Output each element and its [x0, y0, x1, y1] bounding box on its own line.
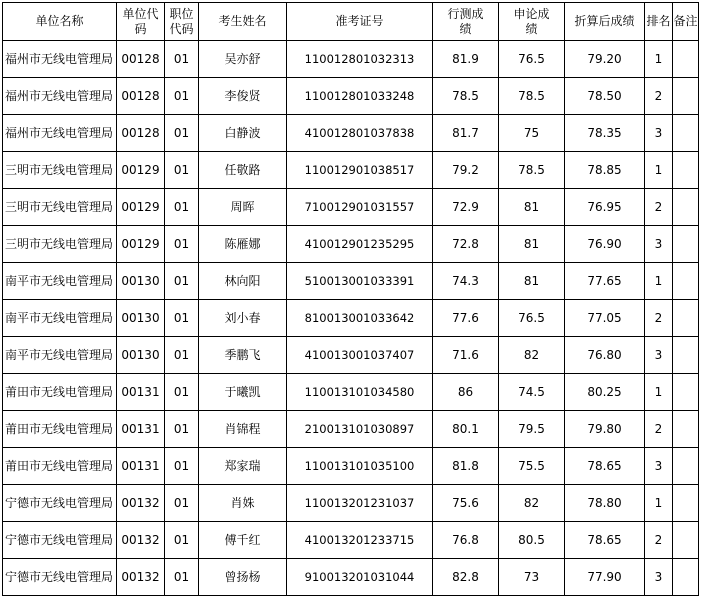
- cell-exam-id: 910013201031044: [287, 559, 433, 596]
- cell-final-score: 76.90: [565, 226, 645, 263]
- cell-remark: [673, 337, 699, 374]
- cell-candidate-name: 李俊贤: [199, 78, 287, 115]
- table-row: [3, 485, 699, 522]
- header-remark: 备注: [673, 3, 699, 41]
- cell-written-score: 72.9: [433, 189, 499, 226]
- cell-remark: [673, 522, 699, 559]
- cell-candidate-name: 季鹏飞: [199, 337, 287, 374]
- cell-exam-id: 410013201233715: [287, 522, 433, 559]
- cell-final-score: 78.80: [565, 485, 645, 522]
- cell-candidate-name: 肖锦程: [199, 411, 287, 448]
- cell-candidate-name: 林向阳: [199, 263, 287, 300]
- cell-rank: 2: [645, 411, 673, 448]
- cell-remark: [673, 226, 699, 263]
- cell-remark: [673, 374, 699, 411]
- cell-exam-id: 810013001033642: [287, 300, 433, 337]
- cell-final-score: 78.65: [565, 448, 645, 485]
- cell-written-score: 72.8: [433, 226, 499, 263]
- cell-exam-id: 210013101030897: [287, 411, 433, 448]
- cell-position-code: 01: [165, 152, 199, 189]
- table-row: [3, 189, 699, 226]
- header-row: [3, 3, 699, 41]
- cell-essay-score: 78.5: [499, 152, 565, 189]
- cell-written-score: 77.6: [433, 300, 499, 337]
- header-rank: 排名: [645, 3, 673, 41]
- cell-unit-name: 三明市无线电管理局: [3, 189, 117, 226]
- header-final-score: 折算后成绩: [565, 3, 645, 41]
- cell-position-code: 01: [165, 411, 199, 448]
- cell-rank: 3: [645, 448, 673, 485]
- cell-essay-score: 73: [499, 559, 565, 596]
- cell-unit-name: 莆田市无线电管理局: [3, 448, 117, 485]
- cell-remark: [673, 263, 699, 300]
- cell-written-score: 74.3: [433, 263, 499, 300]
- table-row: [3, 152, 699, 189]
- cell-remark: [673, 115, 699, 152]
- cell-written-score: 78.5: [433, 78, 499, 115]
- cell-unit-name: 莆田市无线电管理局: [3, 411, 117, 448]
- header-exam-id: 准考证号: [287, 3, 433, 41]
- cell-candidate-name: 傅千红: [199, 522, 287, 559]
- cell-exam-id: 410013001037407: [287, 337, 433, 374]
- cell-rank: 1: [645, 41, 673, 78]
- cell-position-code: 01: [165, 559, 199, 596]
- cell-unit-name: 南平市无线电管理局: [3, 263, 117, 300]
- cell-essay-score: 81: [499, 263, 565, 300]
- cell-position-code: 01: [165, 485, 199, 522]
- cell-final-score: 79.20: [565, 41, 645, 78]
- cell-exam-id: 710012901031557: [287, 189, 433, 226]
- cell-essay-score: 80.5: [499, 522, 565, 559]
- cell-position-code: 01: [165, 300, 199, 337]
- table-body: [3, 41, 699, 596]
- cell-remark: [673, 189, 699, 226]
- cell-rank: 3: [645, 559, 673, 596]
- cell-remark: [673, 485, 699, 522]
- table-row: [3, 115, 699, 152]
- cell-rank: 1: [645, 485, 673, 522]
- table-row: [3, 522, 699, 559]
- cell-written-score: 80.1: [433, 411, 499, 448]
- cell-unit-code: 00128: [117, 115, 165, 152]
- cell-remark: [673, 411, 699, 448]
- cell-unit-name: 福州市无线电管理局: [3, 115, 117, 152]
- cell-written-score: 81.8: [433, 448, 499, 485]
- cell-rank: 3: [645, 337, 673, 374]
- table-row: [3, 374, 699, 411]
- cell-rank: 2: [645, 522, 673, 559]
- cell-unit-name: 宁德市无线电管理局: [3, 522, 117, 559]
- cell-rank: 2: [645, 189, 673, 226]
- cell-final-score: 77.05: [565, 300, 645, 337]
- cell-unit-code: 00130: [117, 263, 165, 300]
- cell-unit-code: 00131: [117, 448, 165, 485]
- cell-unit-name: 莆田市无线电管理局: [3, 374, 117, 411]
- cell-remark: [673, 300, 699, 337]
- cell-final-score: 77.90: [565, 559, 645, 596]
- cell-rank: 1: [645, 152, 673, 189]
- cell-remark: [673, 559, 699, 596]
- cell-written-score: 81.7: [433, 115, 499, 152]
- cell-position-code: 01: [165, 522, 199, 559]
- cell-written-score: 76.8: [433, 522, 499, 559]
- cell-essay-score: 76.5: [499, 300, 565, 337]
- table-row: [3, 41, 699, 78]
- cell-candidate-name: 任敬路: [199, 152, 287, 189]
- cell-final-score: 78.35: [565, 115, 645, 152]
- cell-remark: [673, 41, 699, 78]
- cell-unit-code: 00129: [117, 152, 165, 189]
- cell-unit-name: 南平市无线电管理局: [3, 337, 117, 374]
- cell-exam-id: 410012901235295: [287, 226, 433, 263]
- cell-exam-id: 110012801033248: [287, 78, 433, 115]
- table-header: [3, 3, 699, 41]
- cell-rank: 3: [645, 115, 673, 152]
- cell-rank: 3: [645, 226, 673, 263]
- table-row: [3, 337, 699, 374]
- cell-unit-code: 00129: [117, 226, 165, 263]
- cell-final-score: 80.25: [565, 374, 645, 411]
- cell-essay-score: 75: [499, 115, 565, 152]
- cell-written-score: 79.2: [433, 152, 499, 189]
- cell-position-code: 01: [165, 115, 199, 152]
- cell-written-score: 71.6: [433, 337, 499, 374]
- cell-rank: 1: [645, 263, 673, 300]
- cell-candidate-name: 刘小春: [199, 300, 287, 337]
- cell-written-score: 75.6: [433, 485, 499, 522]
- cell-essay-score: 82: [499, 485, 565, 522]
- cell-unit-code: 00131: [117, 374, 165, 411]
- cell-essay-score: 79.5: [499, 411, 565, 448]
- cell-candidate-name: 陈雁娜: [199, 226, 287, 263]
- table-row: [3, 78, 699, 115]
- cell-unit-name: 福州市无线电管理局: [3, 41, 117, 78]
- header-position-code: 职位代码: [165, 3, 199, 41]
- cell-final-score: 79.80: [565, 411, 645, 448]
- cell-exam-id: 110013201231037: [287, 485, 433, 522]
- cell-position-code: 01: [165, 337, 199, 374]
- cell-unit-code: 00132: [117, 485, 165, 522]
- cell-position-code: 01: [165, 189, 199, 226]
- header-unit-name: 单位名称: [3, 3, 117, 41]
- cell-unit-name: 宁德市无线电管理局: [3, 559, 117, 596]
- table-row: [3, 300, 699, 337]
- cell-remark: [673, 448, 699, 485]
- cell-unit-code: 00128: [117, 78, 165, 115]
- cell-position-code: 01: [165, 226, 199, 263]
- cell-exam-id: 110012901038517: [287, 152, 433, 189]
- cell-final-score: 78.85: [565, 152, 645, 189]
- cell-position-code: 01: [165, 41, 199, 78]
- cell-final-score: 77.65: [565, 263, 645, 300]
- score-table: [2, 2, 699, 596]
- cell-position-code: 01: [165, 78, 199, 115]
- table-row: [3, 226, 699, 263]
- cell-written-score: 86: [433, 374, 499, 411]
- cell-unit-code: 00128: [117, 41, 165, 78]
- cell-essay-score: 78.5: [499, 78, 565, 115]
- cell-essay-score: 76.5: [499, 41, 565, 78]
- table-row: [3, 448, 699, 485]
- header-candidate-name: 考生姓名: [199, 3, 287, 41]
- cell-unit-name: 福州市无线电管理局: [3, 78, 117, 115]
- cell-exam-id: 410012801037838: [287, 115, 433, 152]
- cell-position-code: 01: [165, 448, 199, 485]
- cell-candidate-name: 于曦凯: [199, 374, 287, 411]
- cell-essay-score: 74.5: [499, 374, 565, 411]
- cell-remark: [673, 152, 699, 189]
- cell-position-code: 01: [165, 374, 199, 411]
- cell-exam-id: 510013001033391: [287, 263, 433, 300]
- cell-candidate-name: 肖姝: [199, 485, 287, 522]
- header-written-score: 行测成绩: [433, 3, 499, 41]
- cell-candidate-name: 白静波: [199, 115, 287, 152]
- cell-final-score: 78.50: [565, 78, 645, 115]
- header-unit-code: 单位代码: [117, 3, 165, 41]
- cell-essay-score: 81: [499, 189, 565, 226]
- cell-essay-score: 81: [499, 226, 565, 263]
- cell-unit-code: 00132: [117, 522, 165, 559]
- cell-remark: [673, 78, 699, 115]
- table-row: [3, 411, 699, 448]
- cell-unit-name: 三明市无线电管理局: [3, 226, 117, 263]
- cell-candidate-name: 吴亦舒: [199, 41, 287, 78]
- cell-final-score: 78.65: [565, 522, 645, 559]
- cell-exam-id: 110013101035100: [287, 448, 433, 485]
- cell-written-score: 82.8: [433, 559, 499, 596]
- cell-unit-code: 00129: [117, 189, 165, 226]
- header-essay-score: 申论成绩: [499, 3, 565, 41]
- cell-final-score: 76.95: [565, 189, 645, 226]
- cell-candidate-name: 曾扬杨: [199, 559, 287, 596]
- cell-final-score: 76.80: [565, 337, 645, 374]
- cell-unit-code: 00130: [117, 337, 165, 374]
- cell-essay-score: 82: [499, 337, 565, 374]
- table-row: [3, 263, 699, 300]
- cell-written-score: 81.9: [433, 41, 499, 78]
- cell-candidate-name: 郑家瑞: [199, 448, 287, 485]
- cell-exam-id: 110012801032313: [287, 41, 433, 78]
- cell-position-code: 01: [165, 263, 199, 300]
- cell-unit-name: 三明市无线电管理局: [3, 152, 117, 189]
- cell-rank: 2: [645, 78, 673, 115]
- cell-unit-name: 宁德市无线电管理局: [3, 485, 117, 522]
- cell-rank: 2: [645, 300, 673, 337]
- cell-unit-code: 00130: [117, 300, 165, 337]
- cell-unit-code: 00132: [117, 559, 165, 596]
- cell-essay-score: 75.5: [499, 448, 565, 485]
- cell-rank: 1: [645, 374, 673, 411]
- cell-candidate-name: 周晖: [199, 189, 287, 226]
- cell-exam-id: 110013101034580: [287, 374, 433, 411]
- cell-unit-name: 南平市无线电管理局: [3, 300, 117, 337]
- table-row: [3, 559, 699, 596]
- cell-unit-code: 00131: [117, 411, 165, 448]
